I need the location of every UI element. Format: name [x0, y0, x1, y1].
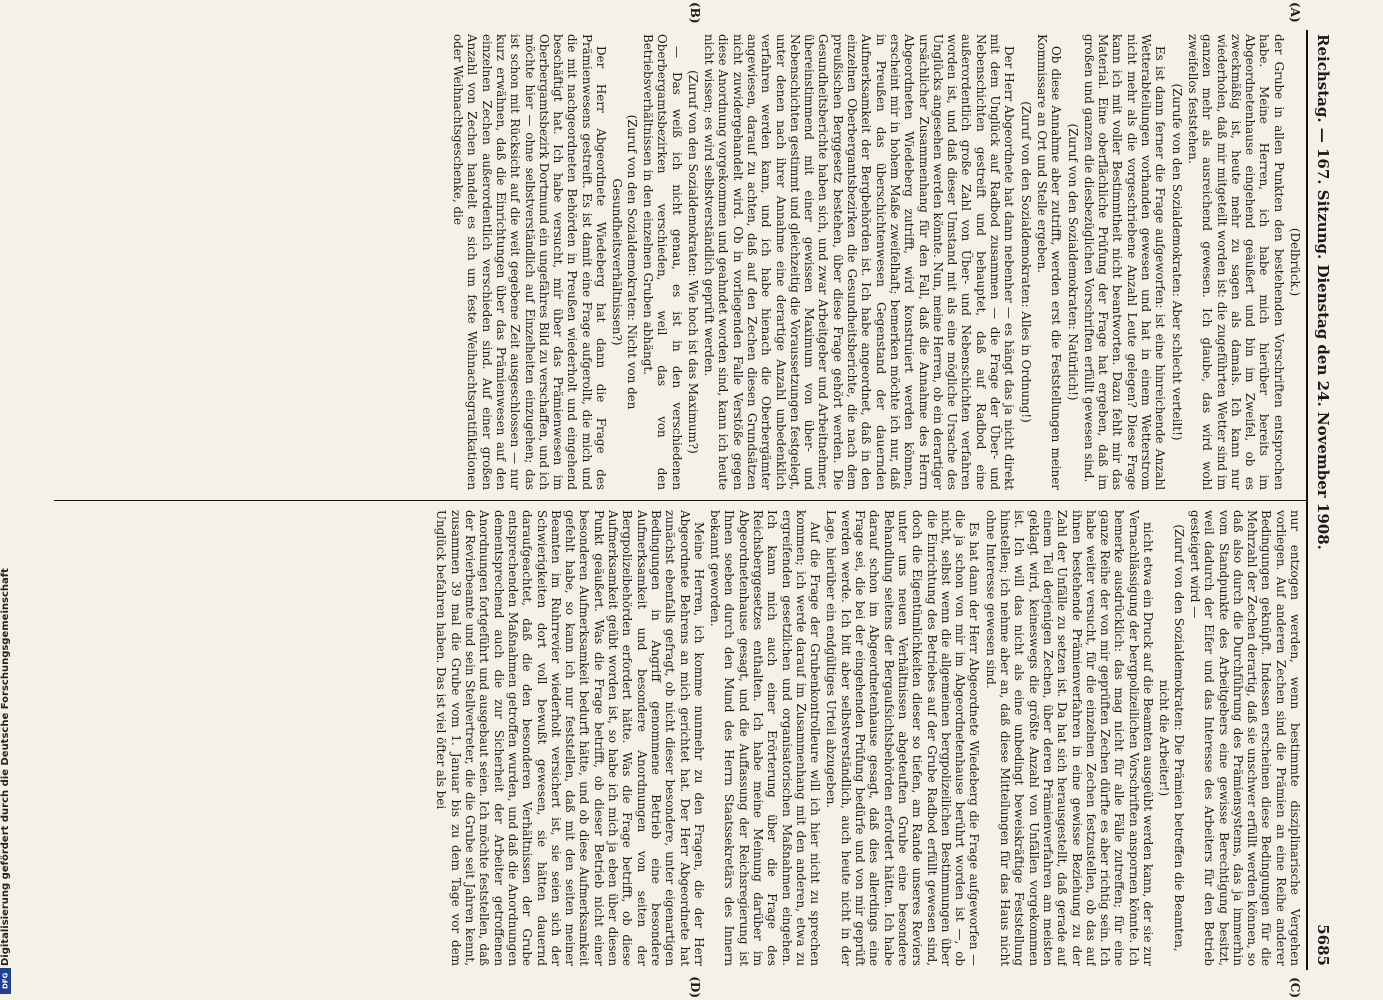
header-title: Reichstag. — 167. Sitzung. Dienstag den 24. November 1908.	[1313, 34, 1332, 550]
paragraph: Der Herr Abgeordnete Wiedeberg hat dann die Frage des Prämienwesens gestreift. Es ist damit eine Frage aufgerollt, die mich und die mit nachgeordneten Behörden in Preußen wiederholt und eingehend beschäftigt hat. Ich habe versucht, mir über das Prämienwesen im Oberbergamtsbezirk Dortmund ein ungefähres Bild zu verschaffen, und ich möchte hier — ohne selbstverständlich auf Einzelheiten einzugehen; das ist schon mit Rücksicht auf die weit gegebene Zeit ausgeschlossen — nur kurz erwähnen, daß die Einrichtungen über das Prämienwesen auf den einzelnen Zechen außerordentlich verschieden sind. Auf einer großen Anzahl von Zechen handelt es sich um feste Weihnachtsgratifikationen oder Weihnachtsgeschenke, die	[450, 34, 608, 490]
paragraph: Meine Herren, ich komme nunmehr zu den Fragen, die der Herr Abgeordnete Behrens an mich gerichtet hat. Der Herr Abgeordnete hat zunächst ebenfalls gefragt, ob nicht dieser besondere, unter eigenartigen Bedingungen in Angriff genommene Betrieb eine besondere Aufmerksamkeit und besondere Anordnungen von seiten der Bergpolizeibehörden erfordert hätte. Was die Frage betrifft, ob diese Aufmerksamkeit geübt worden ist, so habe ich mich ja eben über diesen Punkt geäußert. Was die Frage betrifft, ob dieser Betrieb nicht einer besonderen Aufmerksamkeit bedurft hätte, und ob diese Aufmerksamkeit gefehlt habe, so kann ich nur feststellen, daß mit den seiten meiner Beamten im Ruhrrevier wiederholt versichert ist, sie seien sich der Schwierigkeiten dort voll bewußt gewesen, sie hätten dauernd daraufgeachtet, daß die den besonderen Verhältnissen der Grube entsprechenden Maßnahmen getroffen wurden, und daß die Anordnungen dementsprechend auch die zur Sicherheit der Arbeiter getroffenen Anordnungen fortgeführt und ausgebaut seien. Ich möchte feststellen, daß der Revierbeamte und sein Stellvertreter, die die Grube seit Jahren kennt, zusammen 39 mal die Grube vom 1. Januar bis zu dem Tage vor dem Unglück befahren haben. Das ist viel öfter als bei	[433, 510, 706, 966]
margin-mark-d: (D)	[687, 976, 702, 998]
paragraph: Auf die Frage der Grubenkontrolleure will ich hier nicht zu sprechen kommen; ich werde darauf im Zusammenhang mit den anderen, etwa zu ergreifenden gesetzlichen und organisatorischen Maßnahmen eingehen. Ich kann mich auch einer Erörterung über die Frage des Reichsberggesetzes enthalten. Ich habe meine Meinung darüber im Abgeordnetenhause gesagt, und die Auffassung der Reichsregierung ist Ihnen soeben durch den Mund des Herrn Staatssekretärs des Innern bekannt geworden.	[707, 510, 822, 966]
margin-mark-c: (C)	[1287, 977, 1302, 998]
paragraph: (Zuruf von den Sozialdemokraten: Alles in Ordnung!)	[1018, 101, 1033, 423]
paragraph: (Zuruf von den Sozialdemokraten: Nicht von den Gesundheitsverhältnissen?)	[609, 114, 639, 410]
page-number: 5685	[1313, 924, 1332, 966]
paragraph: (Zuruf von den Sozialdemokraten: Natürlich!)	[1065, 123, 1080, 401]
paragraph: (Zuruf von den Sozialdemokraten: Die Prämien betreffen die Beamten, nicht die Arbeiter!)	[1156, 524, 1186, 952]
page-header	[1310, 34, 1334, 966]
page-footer	[0, 0, 13, 996]
paragraph: (Zurufe von den Sozialdemokraten: Aber schlecht verteilt!)	[1169, 83, 1184, 441]
paragraph: Es hat dann der Herr Abgeordnete Wiedeberg die Frage aufgeworfen — die ja schon von mir im Abgeordnetenhause berührt worden ist —, ob nicht, selbst wenn die allgemeinen bergpolizeilichen Bestimmungen über die Einrichtung des Betriebes auf der Grube Radbod erfüllt gewesen sind, doch die Eigentümlichkeiten dieser so tiefen, am Rande unseres Reviers unter uns neuen Verhältnissen abgeteuften Grube eine besondere Behandlung seitens der Bergaufsichtsbehörden erfordert hätten. Ich habe darauf schon im Abgeordnetenhause gesagt, daß dies allerdings eine Frage sei, die bei der eingehenden Prüfung bedürfe und von mir geprüft werden werde. Ich bitt aber selbstverständlich, auch heute nicht in der Lage, hierüber ein endgültiges Urteil abzugeben.	[824, 510, 981, 966]
paragraph: Ob diese Annahme aber zutrifft, werden erst die Feststellungen meiner Kommissare an Ort und Stelle ergeben.	[1034, 34, 1063, 490]
column-divider	[54, 500, 1306, 501]
paragraph: nicht etwa ein Druck auf die Beamten ausgeübt werden kann, der sie zur Vernachlässigung der bergpolizeilichen Vorschriften anspornen könnte. Ich bemerke ausdrücklich: das mag nicht für alle Fälle zutreffen; für eine ganze Reihe der von mir geprüften Zechen dürfte es aber richtig sein. Ich habe weiter versucht, für die einzelnen Zechen festzustellen, ob das auf ihnen bestehende Prämienverfahren in eine gewisse Beziehung zu der Zahl der Unfälle zu setzen ist. Da hat sich herausgestellt, daß gerade auf einem Teil derjenigen Zechen, über deren Prämienverfahren am meisten geklagt wird, keineswegs die größte Anzahl von Unfällen vorgekommen ist. Ich will das nicht als eine unbedingt beweiskräftige Feststellung hinstellen; ich nehme aber an, daß diese Mitteilungen für das Haus nicht ohne Interesse gewesen sind.	[983, 510, 1155, 966]
paragraph: nur entzogen werden, wenn bestimmte disziplinarische Vergehen vorliegen. Auf anderen Zechen sind die Prämien an eine Reihe anderer Bedingungen geknüpft. Indessen erscheinen diese Bedingungen für die Mehrzahl der Zechen derartig, daß sie unschwer erfüllt werden können, so daß also durch die Durchführung des Prämiensystems, das ja immerhin vom Standpunkte des Arbeitgebers eine gewisse Berechtigung besitzt, weil dadurch der Eifer und das Interesse des Arbeiters für den Betrieb gesteigert wird —	[1187, 510, 1302, 966]
document-page	[42, 2, 1342, 998]
paragraph: Es ist dann ferner die Frage aufgeworfen: ist eine hinreichende Anzahl Wetterabteilungen vorhanden gewesen und hat in einem Wetterstrom nicht mehr als die vorgeschriebene Anzahl Leute gelegen? Diese Frage kann ich mit voller Bestimmtheit nicht beantworten. Dazu fehlt mir das Material. Eine oberflächliche Prüfung der Frage hat ergeben, daß im großen und ganzen die diesbezüglichen Vorschriften erfüllt gewesen sind.	[1081, 34, 1167, 490]
paragraph: Der Herr Abgeordnete hat dann nebenher — es hängt das ja nicht direkt mit dem Unglück auf Radbod zusammen — die Frage der Über- und Nebenschichten gestreift und behauptet, daß auf Radbod eine außerordentlich große Zahl von Über- und Nebenschichten verfahren worden ist, und daß dieser Umstand mit als eine mögliche Ursache des Unglücks angesehen werden könnte. Nun, meine Herren, ob ein derartiger ursächlicher Zusammenhang für den Fall, daß die Annahme des Herrn Abgeordneten Wiedeberg zutrifft, wird konstruiert werden können, erscheint mir in hohem Maße zweifelhaft; bemerken möchte ich nur, daß in Preußen das überschichtenwesen Gegenstand der dauernden Aufmerksamkeit der Bergbehörden ist. Ich habe angeordnet, daß in den einzelnen Oberbergamtsbezirken die Gesundheitsberichte, die nach dem preußischen Berggesetz bestehen, über diese Frage gehört werden. Die Gesundheitsberichte haben sich, und zwar Arbeitgeber und Arbeitnehmer, übereinstimmend mit einer gewissen Maximum von über- und Nebenschichten gestimmt und gleichzeitig die Voraussetzungen festgelegt, unter denen nach ihrer Annahme eine derartige Anzahl unbedenklich verfahren werden kann, und ich habe hienach die Oberbergämter angewiesen, darauf zu achten, daß auf den Zechen diesen Grundsätzen nicht zuwidergehandelt wird. Ob in vorliegenden Falle Verstöße gegen diese Anordnung vorgekommen und geahndet worden sind, kann ich heute nicht wissen; es wird selbstverständlich geprüft werden.	[701, 34, 1016, 490]
paragraph: — Das weiß ich nicht genau, es ist in den verschiedenen Oberbergamtsbezirken verschieden, weil das von den Betriebsverhältnissen in den einzelnen Gruben abhängt.	[640, 34, 684, 490]
right-column	[54, 510, 1302, 966]
margin-mark-b: (B)	[687, 2, 702, 24]
paragraph: der Grube in allen Punkten den bestehenden Vorschriften entsprochen habe. Meine Herren, ich habe mich hierüber bereits im Abgeordnetenhause eingehend geäußert und bin im Zweifel, ob es zweckmäßig ist, heute mehr zu sagen als damals. Ich kann nur wiederholen, daß mir mitgeteilt worden ist: die zugeführten Wetter sind im ganzen mehr als ausreichend gewesen. Ich glaube, das wird wohl zweifellos feststehen.	[1185, 34, 1286, 490]
paragraph: (Delbrück.)	[1287, 227, 1302, 297]
margin-mark-a: (A)	[1287, 2, 1302, 23]
dfg-logo: DFG	[0, 968, 11, 994]
left-column	[54, 34, 1302, 490]
paragraph: (Zuruf von den Sozialdemokraten: Wie hoch ist das Maximum?)	[685, 70, 700, 454]
footer-credit: Digitalisierung gefördert durch die Deutsche Forschungsgemeinschaft	[0, 568, 11, 966]
